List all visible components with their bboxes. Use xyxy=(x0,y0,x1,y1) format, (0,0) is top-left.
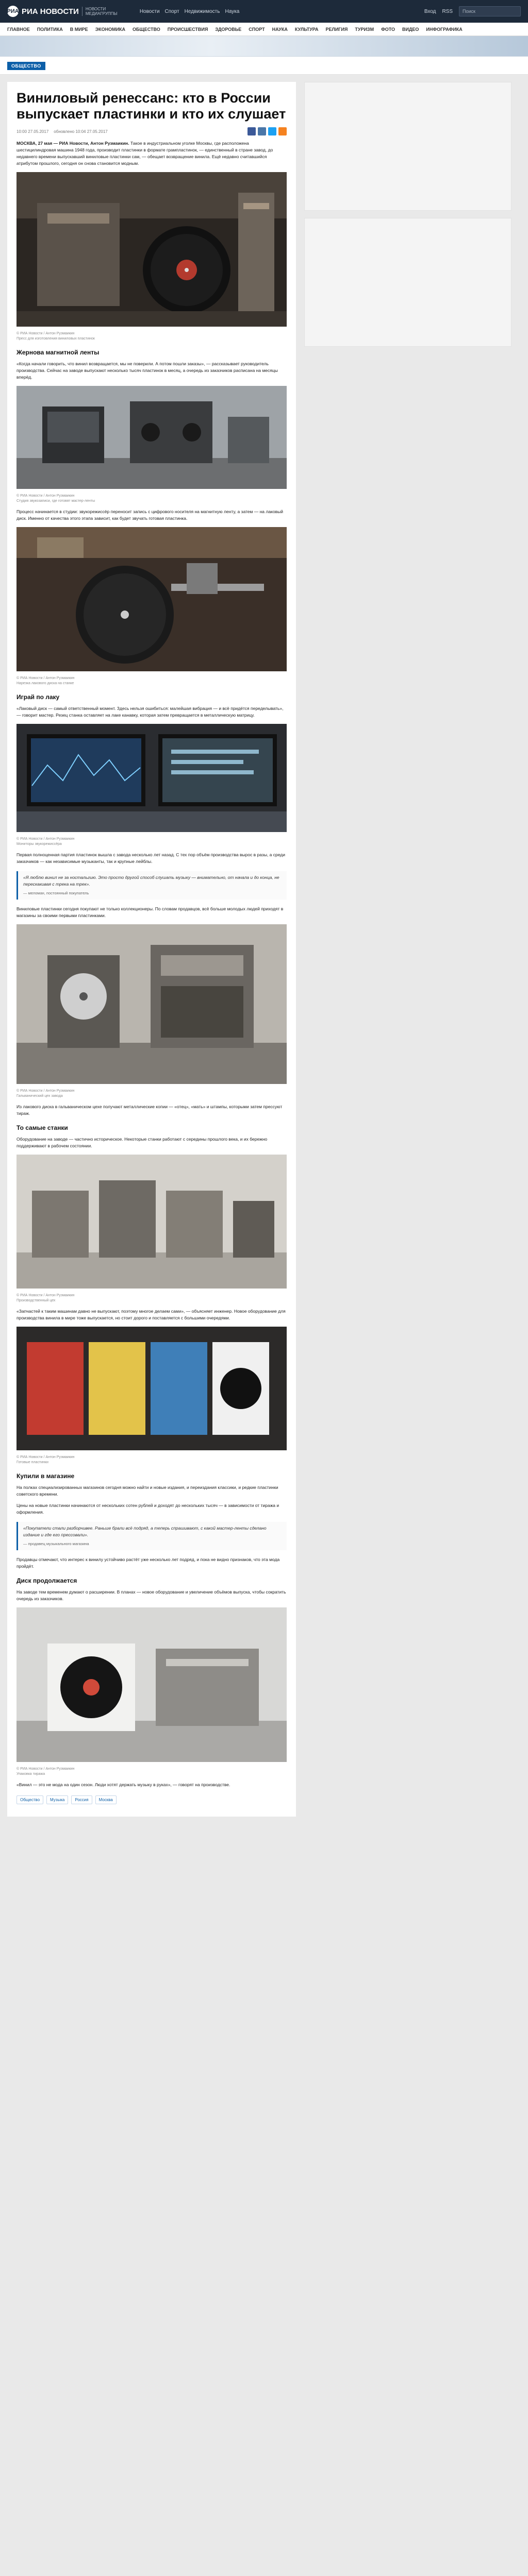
packaging-photo[interactable] xyxy=(16,1607,287,1762)
article-updated: обновлено 10:04 27.05.2017 xyxy=(54,129,108,134)
figure xyxy=(16,724,287,847)
site-logo[interactable] xyxy=(7,6,123,17)
top-link[interactable]: Наука xyxy=(225,8,240,14)
nav-item[interactable]: ОБЩЕСТВО xyxy=(133,26,160,32)
photo-caption: Производственный цех xyxy=(16,1299,56,1302)
logo-mark: РИА xyxy=(7,6,19,17)
photo-caption: Готовые пластинки xyxy=(16,1461,48,1464)
tag-link[interactable]: Москва xyxy=(95,1795,117,1804)
paragraph: «Запчастей к таким машинам давно не выпускают, поэтому многое делаем сами», — объясняет инженер. Новое оборудование для производства винила в мире тоже выпускается, но стоит дорого и поставляется с большими очередями. xyxy=(16,1309,286,1320)
main-nav xyxy=(0,23,528,36)
lead-text: Такое в индустриальном уголке Москвы, где расположена шестицилиндровая машина 1948 года, производит пластинки в формате грампластинок, — единственный в стране завод, до недавнего времени выпускавший виниловые пластинки сам, — обещает возвращение винила. Ещё недавно считавшийся атрибутом прошлого, сегодня он снова становится модным. xyxy=(16,141,273,166)
figure xyxy=(16,1607,287,1777)
nav-item[interactable]: ФОТО xyxy=(381,26,395,32)
section-strip xyxy=(0,57,528,75)
quote-author: — меломан, постоянный покупатель xyxy=(23,891,89,895)
photo-caption: Мониторы звукорежиссёра xyxy=(16,842,62,846)
tag-link[interactable]: Россия xyxy=(71,1795,92,1804)
tag-link[interactable]: Музыка xyxy=(46,1795,68,1804)
vk-share-icon[interactable] xyxy=(258,127,266,135)
rss-link[interactable]: RSS xyxy=(442,8,453,14)
quote-text: «Я люблю винил не за ностальгию. Это просто другой способ слушать музыку — внимательно, от начала и до конца, не перескакивая с трека на трек». xyxy=(23,875,279,887)
pull-quote xyxy=(16,1522,287,1550)
photo-caption: Гальванический цех завода xyxy=(16,1094,63,1098)
figure xyxy=(16,1155,287,1303)
subheading: Диск продолжается xyxy=(16,1577,77,1584)
nav-item[interactable]: ПРОИСШЕСТВИЯ xyxy=(167,26,208,32)
records-photo[interactable] xyxy=(16,1327,287,1450)
paragraph: Первая полноценная партия пластинок вышла с завода несколько лет назад. С тех пор объём производства вырос в разы, а среди заказчиков — как независимые музыканты, так и крупные лейблы. xyxy=(16,852,285,864)
subheading: Купили в магазине xyxy=(16,1472,75,1480)
paragraph: Продавцы отмечают, что интерес к винилу устойчиво растёт уже несколько лет подряд, и пока не видно признаков, что эта мода пройдёт. xyxy=(16,1557,280,1569)
top-links xyxy=(140,9,239,14)
twitter-share-icon[interactable] xyxy=(268,127,276,135)
photo-caption: Студия звукозаписи, где готовят мастер-ленты xyxy=(16,499,95,503)
top-link[interactable]: Новости xyxy=(139,8,160,14)
paragraph: «Когда начали говорить, что винил возвращается, мы не поверили. А потом пошли заказы», — рассказывает руководитель производства. Сейчас на заводе выпускают несколько тысяч пластинок в месяц, а очередь из заказчиков расписана на месяцы вперёд. xyxy=(16,361,278,380)
paragraph: Виниловые пластинки сегодня покупают не только коллекционеры. По словам продавцов, всё больше молодых людей приходят в магазины за своими первыми пластинками. xyxy=(16,906,284,918)
photo-credit: © РИА Новости / Антон Рузмаикин xyxy=(16,1089,75,1093)
nav-item[interactable]: ЭКОНОМИКА xyxy=(95,26,126,32)
nav-item[interactable]: ЗДОРОВЬЕ xyxy=(215,26,242,32)
nav-item[interactable]: РЕЛИГИЯ xyxy=(325,26,348,32)
page-body xyxy=(0,75,528,1824)
paragraph: На полках специализированных магазинов сегодня можно найти и новые издания, и переиздания классики, и редкие пластинки советского времени. xyxy=(16,1485,278,1497)
lead-dateline: МОСКВА, 27 мая — РИА Новости, Антон Рузмаикин. xyxy=(16,141,129,146)
article-meta xyxy=(16,127,287,135)
paragraph: Оборудование на заводе — частично историческое. Некоторые станки работают с середины прошлого века, и их бережно поддерживают в рабочем состоянии. xyxy=(16,1137,268,1148)
nav-item[interactable]: СПОРТ xyxy=(249,26,265,32)
figure xyxy=(16,924,287,1099)
lathe-photo[interactable] xyxy=(16,527,287,671)
article-time: 10:00 27.05.2017 xyxy=(16,129,49,134)
top-bar xyxy=(0,0,528,23)
top-link[interactable]: Недвижимость xyxy=(184,8,220,14)
figure xyxy=(16,527,287,686)
nav-item[interactable]: В МИРЕ xyxy=(70,26,88,32)
sidebar-block[interactable] xyxy=(304,82,512,211)
pull-quote xyxy=(16,871,287,900)
logo-text: РИА НОВОСТИ xyxy=(22,7,79,16)
photo-credit: © РИА Новости / Антон Рузмаикин xyxy=(16,332,75,335)
sidebar-block[interactable] xyxy=(304,218,512,347)
top-link[interactable]: Спорт xyxy=(164,8,179,14)
record-press-photo[interactable] xyxy=(16,172,287,327)
section-tag[interactable]: ОБЩЕСТВО xyxy=(7,62,45,70)
figure xyxy=(16,386,287,504)
nav-item[interactable]: КУЛЬТУРА xyxy=(294,26,319,32)
nav-item[interactable]: ТУРИЗМ xyxy=(355,26,374,32)
top-right xyxy=(424,6,521,16)
paragraph: На заводе тем временем думают о расширении. В планах — новое оборудование и увеличение объёмов выпуска, чтобы сократить очередь из заказчиков. xyxy=(16,1589,286,1601)
nav-item[interactable]: ИНФОГРАФИКА xyxy=(426,26,463,32)
figure xyxy=(16,1327,287,1465)
facebook-share-icon[interactable] xyxy=(248,127,256,135)
search-input[interactable]: Поиск xyxy=(459,6,521,16)
quote-text: «Покупатели стали разборчивее. Раньше брали всё подряд, а теперь спрашивают, с какой мастер-ленты сделано издание и где его прессовали». xyxy=(23,1526,267,1537)
monitors-photo[interactable] xyxy=(16,724,287,832)
paragraph: «Винил — это не мода на один сезон. Люди хотят держать музыку в руках», — говорят на производстве. xyxy=(16,1782,230,1787)
photo-credit: © РИА Новости / Антон Рузмаикин xyxy=(16,676,75,680)
photo-caption: Упаковка тиража xyxy=(16,1772,45,1776)
photo-credit: © РИА Новости / Антон Рузмаикин xyxy=(16,1767,75,1771)
logo-subtitle: НОВОСТИ МЕДИАГРУППЫ xyxy=(82,7,123,16)
nav-item[interactable]: ВИДЕО xyxy=(402,26,419,32)
quote-author: — продавец музыкального магазина xyxy=(23,1541,89,1546)
nav-item[interactable]: НАУКА xyxy=(272,26,288,32)
photo-caption: Пресс для изготовления виниловых пластинок xyxy=(16,337,95,341)
paragraph: Процесс начинается в студии: звукорежиссёр переносит запись с цифрового носителя на магнитную ленту, а затем — на лаковый диск. Именно от качества этого этапа зависит, как будет звучать готовая пластинка. xyxy=(16,509,283,521)
photo-caption: Нарезка лакового диска на станке xyxy=(16,682,74,685)
photo-credit: © РИА Новости / Антон Рузмаикин xyxy=(16,1294,75,1297)
article-title: Виниловый ренессанс: кто в России выпускает пластинки и кто их слушает xyxy=(16,90,286,122)
paragraph: Цены на новые пластинки начинаются от нескольких сотен рублей и доходят до нескольких тысяч — в зависимости от тиража и оформления. xyxy=(16,1503,279,1515)
sidebar xyxy=(304,82,512,1817)
factory-floor-photo[interactable] xyxy=(16,1155,287,1289)
photo-credit: © РИА Новости / Антон Рузмаикин xyxy=(16,837,75,841)
top-banner[interactable] xyxy=(0,36,528,57)
nav-item[interactable]: ПОЛИТИКА xyxy=(37,26,63,32)
subheading: Играй по лаку xyxy=(16,693,60,701)
tag-link[interactable]: Общество xyxy=(16,1795,43,1804)
paragraph: Из лакового диска в гальваническом цехе получают металлические копии — «отец», «мать» и штампы, которыми затем прессуют тираж. xyxy=(16,1104,283,1116)
studio-photo[interactable] xyxy=(16,386,287,489)
photo-credit: © РИА Новости / Антон Рузмаикин xyxy=(16,494,75,498)
subheading: То самые станки xyxy=(16,1124,68,1131)
subheading: Жернова магнитной ленты xyxy=(16,349,100,356)
nav-item[interactable]: ГЛАВНОЕ xyxy=(7,26,30,32)
article-tags xyxy=(16,1795,287,1804)
ok-share-icon[interactable] xyxy=(278,127,287,135)
article-lead xyxy=(16,140,287,167)
article xyxy=(7,82,296,1817)
photo-credit: © РИА Новости / Антон Рузмаикин xyxy=(16,1455,75,1459)
paragraph: «Лаковый диск — самый ответственный момент. Здесь нельзя ошибиться: малейшая вибрация — и всё придётся переделывать», — говорит мастер. Резец станка оставляет на лаке канавку, которая затем превращается в металлическую матрицу. xyxy=(16,706,284,718)
share-buttons xyxy=(248,127,287,135)
login-link[interactable]: Вход xyxy=(424,8,436,14)
galvanic-photo[interactable] xyxy=(16,924,287,1084)
figure xyxy=(16,172,287,342)
